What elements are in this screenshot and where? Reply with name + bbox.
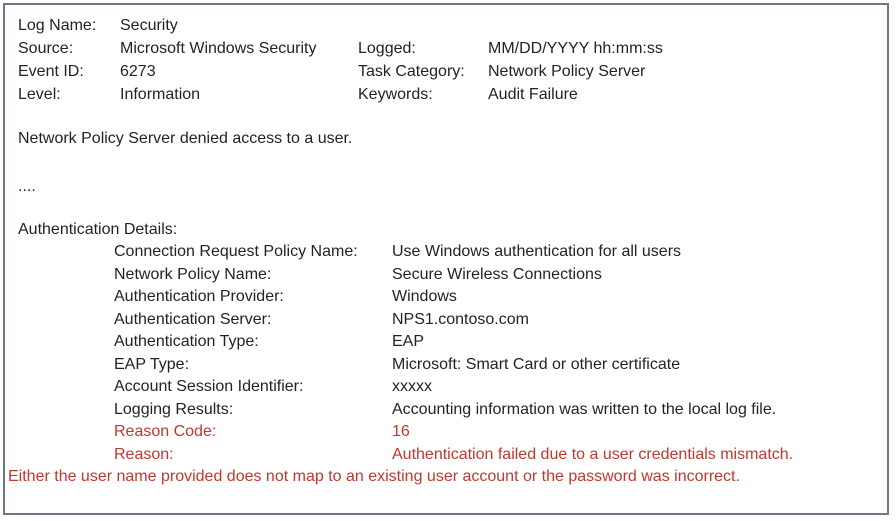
detail-value: xxxxx xyxy=(392,378,432,395)
detail-label: Logging Results: xyxy=(114,400,234,418)
detail-label: Connection Request Policy Name: xyxy=(114,243,358,260)
field-value xyxy=(488,14,879,37)
reason-footer-note: Either the user name provided does not map to an existing user account or the password was incorrect. xyxy=(8,468,740,485)
detail-row xyxy=(114,309,879,332)
field-label: Logged: xyxy=(358,40,416,57)
detail-row xyxy=(114,376,879,399)
field-label: Level: xyxy=(18,86,61,103)
detail-row xyxy=(114,399,879,422)
field-value: Network Policy Server xyxy=(488,63,646,80)
detail-row-reason-code xyxy=(114,421,879,444)
detail-row xyxy=(114,264,879,287)
field-label: Keywords: xyxy=(358,86,433,103)
field-label: Log Name: xyxy=(18,17,97,34)
ellipsis-text: .... xyxy=(18,178,36,195)
detail-label: Reason: xyxy=(114,445,174,463)
field-label xyxy=(358,14,488,37)
detail-value: Accounting information was written to the local log file. xyxy=(392,400,777,418)
detail-row xyxy=(114,354,879,377)
auth-details-heading: Authentication Details: xyxy=(18,221,178,238)
detail-label: Authentication Server: xyxy=(114,310,272,328)
field-label: Source: xyxy=(18,40,74,57)
detail-label: Authentication Provider: xyxy=(114,288,284,305)
detail-row xyxy=(114,241,879,264)
detail-value: NPS1.contoso.com xyxy=(392,310,529,328)
detail-row xyxy=(114,286,879,309)
field-value: Security xyxy=(120,17,178,34)
detail-value: Secure Wireless Connections xyxy=(392,265,602,283)
field-value: 6273 xyxy=(120,63,156,80)
detail-value: Windows xyxy=(392,288,457,305)
event-header xyxy=(18,14,879,106)
detail-row xyxy=(114,331,879,354)
detail-value: Authentication failed due to a user credentials mismatch. xyxy=(392,445,794,463)
auth-details-list xyxy=(114,241,879,466)
field-value: Microsoft Windows Security xyxy=(120,40,317,57)
detail-label: Authentication Type: xyxy=(114,333,259,350)
detail-label: Reason Code: xyxy=(114,423,217,440)
field-label: Event ID: xyxy=(18,63,84,80)
detail-label: Network Policy Name: xyxy=(114,265,272,283)
detail-value: Use Windows authentication for all users xyxy=(392,243,682,260)
field-label: Task Category: xyxy=(358,63,465,80)
detail-value: 16 xyxy=(392,423,410,440)
detail-label: EAP Type: xyxy=(114,355,190,373)
field-value: Information xyxy=(120,86,201,103)
detail-value: EAP xyxy=(392,333,425,350)
detail-label: Account Session Identifier: xyxy=(114,378,304,395)
detail-row-reason xyxy=(114,444,879,467)
event-description: Network Policy Server denied access to a user. xyxy=(18,130,353,147)
field-value: MM/DD/YYYY hh:mm:ss xyxy=(488,40,663,57)
field-value: Audit Failure xyxy=(488,86,578,103)
detail-value: Microsoft: Smart Card or other certificate xyxy=(392,355,681,373)
event-record-panel xyxy=(3,3,889,515)
event-record-content xyxy=(8,14,879,489)
